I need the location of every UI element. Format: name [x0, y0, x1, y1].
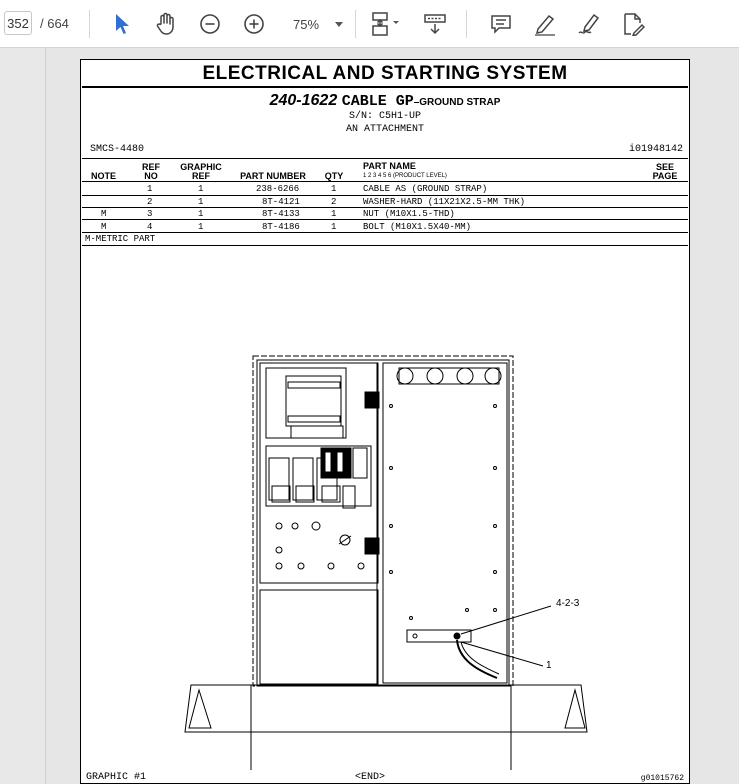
attachment-label: AN ATTACHMENT [345, 124, 424, 135]
group-name: CABLE GP [341, 93, 414, 110]
rule [82, 181, 688, 182]
page-number-input[interactable]: 352 [4, 11, 32, 35]
row-part-number: 8T-4186 [262, 222, 300, 232]
row-part-number: 238-6266 [256, 184, 300, 194]
header-see-1: SEE [655, 162, 674, 172]
row-qty: 1 [331, 222, 337, 232]
page-total: / 664 [40, 16, 69, 31]
header-note: NOTE [91, 171, 117, 181]
graphic-id: g01015762 [640, 774, 684, 783]
row-part-name: BOLT (M10X1.5X40-MM) [363, 222, 472, 232]
group-number: 240-1622 [269, 92, 338, 109]
zoom-out-icon[interactable] [196, 10, 224, 38]
row-ref: 2 [147, 197, 153, 207]
parts-illustration [81, 340, 689, 770]
graphic-label: GRAPHIC #1 [86, 772, 147, 783]
zoom-select[interactable] [287, 13, 347, 35]
zoom-in-icon[interactable] [240, 10, 268, 38]
row-note: M [101, 209, 107, 219]
scroll-mode-icon[interactable] [421, 10, 449, 38]
row-ref: 4 [147, 222, 153, 232]
group-suffix: –GROUND STRAP [413, 97, 501, 108]
row-ref: 3 [147, 209, 153, 219]
rule [82, 219, 688, 220]
header-graphic-2: REF [192, 171, 210, 181]
row-part-name: WASHER-HARD (11X21X2.5-MM THK) [363, 197, 526, 207]
callout-label: 4-2-3 [556, 598, 580, 609]
header-graphic-1: GRAPHIC [180, 162, 222, 172]
rule [82, 245, 688, 246]
page-title: ELECTRICAL AND STARTING SYSTEM [82, 62, 688, 88]
zoom-value: 75% [293, 16, 320, 32]
callout-label: 1 [546, 660, 552, 671]
header-ref-1: REF [142, 162, 160, 172]
header-qty: QTY [324, 171, 344, 181]
toolbar-divider [89, 10, 90, 38]
row-qty: 1 [331, 184, 337, 194]
hand-icon[interactable] [152, 10, 180, 38]
rule [82, 207, 688, 208]
chevron-down-icon [335, 22, 343, 27]
rule [82, 158, 688, 159]
illustration-id: i01948142 [628, 144, 683, 155]
rule [82, 195, 688, 196]
row-graphic: 1 [198, 209, 204, 219]
toolbar-divider [355, 10, 356, 38]
row-qty: 1 [331, 209, 337, 219]
smcs-code: SMCS-4480 [90, 144, 145, 155]
sign-icon[interactable] [575, 10, 603, 38]
row-part-name: NUT (M10X1.5-THD) [363, 209, 455, 219]
row-qty: 2 [331, 197, 337, 207]
header-see-2: PAGE [652, 171, 678, 181]
toolbar [0, 0, 739, 48]
serial-number: S/N: C5H1-UP [348, 111, 421, 122]
edit-pdf-icon[interactable] [619, 10, 647, 38]
highlight-icon[interactable] [531, 10, 559, 38]
comment-icon[interactable] [487, 10, 515, 38]
header-ref-2: NO [144, 171, 158, 181]
end-label: <END> [355, 772, 386, 783]
header-part-number: PART NUMBER [240, 171, 306, 181]
toolbar-divider [466, 10, 467, 38]
document-page [80, 59, 690, 784]
row-part-name: CABLE AS (GROUND STRAP) [363, 184, 488, 194]
fit-page-icon[interactable] [366, 10, 402, 38]
row-graphic: 1 [198, 222, 204, 232]
footnote: M-METRIC PART [85, 234, 156, 244]
row-graphic: 1 [198, 184, 204, 194]
group-heading [81, 92, 689, 110]
left-panel [0, 48, 46, 784]
row-part-number: 8T-4121 [262, 197, 300, 207]
row-graphic: 1 [198, 197, 204, 207]
select-arrow-icon[interactable] [108, 10, 136, 38]
row-note: M [101, 222, 107, 232]
header-product-level: 1 2 3 4 5 6 (PRODUCT LEVEL) [363, 173, 447, 179]
rule [82, 232, 688, 233]
header-part-name: PART NAME [363, 161, 416, 171]
row-part-number: 8T-4133 [262, 209, 300, 219]
row-ref: 1 [147, 184, 153, 194]
